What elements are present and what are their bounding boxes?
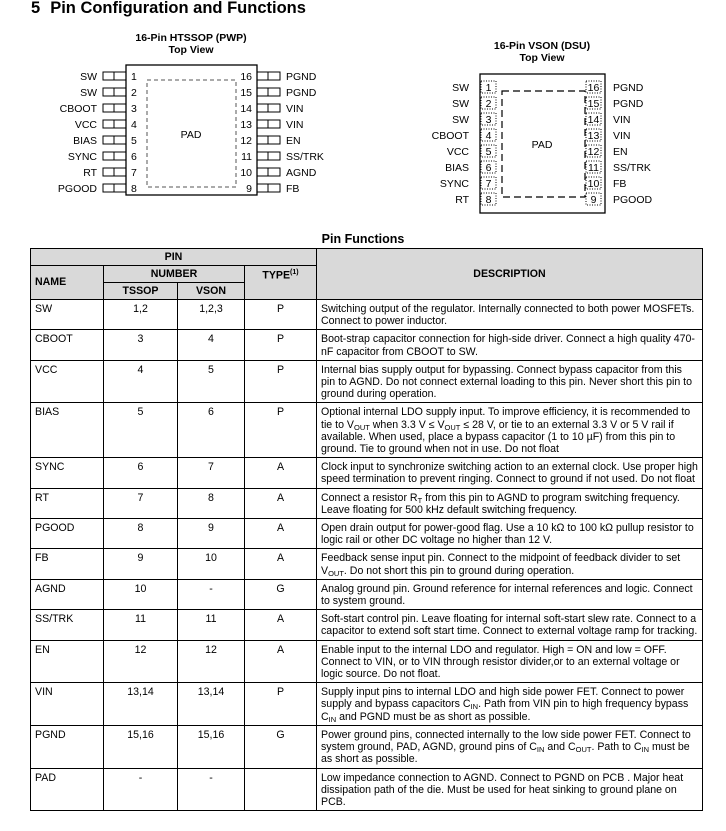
pin-number: 14 xyxy=(240,103,252,115)
type-footnote-ref[interactable]: (1) xyxy=(290,269,299,276)
cell-type: A xyxy=(245,640,317,683)
table-row xyxy=(31,403,703,458)
pin-number: 11 xyxy=(588,162,599,174)
vson-subtitle: Top View xyxy=(519,52,565,64)
description-text: Feedback sense input pin. Connect to the midpoint of feedback divider to set V xyxy=(321,552,681,577)
pin-name: PGND xyxy=(613,98,644,110)
cell-type: P xyxy=(245,683,317,726)
cell-name: AGND xyxy=(31,579,104,609)
cell-name: CBOOT xyxy=(31,330,104,360)
cell-description xyxy=(317,549,703,579)
cell-type: A xyxy=(245,488,317,518)
pin-number: 5 xyxy=(485,146,492,158)
cell-description xyxy=(317,330,703,360)
pin-number: 12 xyxy=(587,146,600,158)
description-text: . Path from VIN pin to high frequency bypass C xyxy=(321,698,689,723)
description-text: when 3.3 V ≤ V xyxy=(369,418,445,431)
cell-tssop: - xyxy=(104,768,178,811)
header-vson: VSON xyxy=(178,283,245,300)
subscript: OUT xyxy=(575,745,592,755)
pin-name: CBOOT xyxy=(59,103,97,115)
cell-name: RT xyxy=(31,488,104,518)
cell-vson: 8 xyxy=(178,488,245,518)
description-text: Connect a resistor R xyxy=(321,491,418,504)
pin-name: BIAS xyxy=(445,162,469,174)
pin-name: RT xyxy=(83,167,97,179)
pin-name: VIN xyxy=(613,114,631,126)
description-text: Supply input pins to internal LDO and high side power FET. Connect to power supply and bypass capacitors C xyxy=(321,686,685,711)
cell-description xyxy=(317,360,703,403)
pin-number: 12 xyxy=(240,135,252,147)
cell-tssop: 6 xyxy=(104,458,178,488)
cell-tssop: 1,2 xyxy=(104,300,178,330)
cell-name: SYNC xyxy=(31,458,104,488)
subscript: T xyxy=(417,495,423,505)
cell-vson: 11 xyxy=(178,610,245,640)
description-text: Power ground pins, connected internally to the low side power FET. Connect to system ground, PAD, AGND, ground pins of C xyxy=(321,728,691,754)
pin-number: 4 xyxy=(131,119,137,131)
table-row xyxy=(31,768,703,811)
table-row xyxy=(31,488,703,518)
description-text: Switching output of the regulator. Internally connected to both power MOSFETs. Connect to power inductor. xyxy=(321,303,695,328)
cell-description xyxy=(317,725,703,768)
table-row xyxy=(31,458,703,488)
pin-number: 10 xyxy=(587,178,600,190)
pin-number: 1 xyxy=(131,71,137,83)
cell-vson: 12 xyxy=(178,640,245,683)
htssop-pad-label: PAD xyxy=(180,129,202,141)
description-text: Enable input to the internal LDO and regulator. High = ON and low = OFF. Connect to VIN, or to VIN through resistor divider,or to an external voltage or logic source. Do not float. xyxy=(321,643,680,681)
pin-number: 3 xyxy=(131,103,137,115)
pin-number: 7 xyxy=(131,167,137,179)
vson-title: 16-Pin VSON (DSU) xyxy=(493,40,591,52)
pin-number: 6 xyxy=(485,162,492,174)
pin-name: PGND xyxy=(286,87,317,99)
pin-name: SYNC xyxy=(67,151,97,163)
cell-name: PGOOD xyxy=(31,519,104,549)
pin-name: BIAS xyxy=(73,135,97,147)
header-number: NUMBER xyxy=(104,266,245,283)
table-row xyxy=(31,549,703,579)
pin-name: SW xyxy=(452,114,469,126)
cell-vson: - xyxy=(178,768,245,811)
pin-name: PGOOD xyxy=(57,183,97,195)
pin-name: PGND xyxy=(613,82,644,94)
pin-number: 11 xyxy=(241,151,252,163)
cell-type: P xyxy=(245,403,317,458)
cell-name: SW xyxy=(31,300,104,330)
header-type xyxy=(245,266,317,300)
cell-tssop: 10 xyxy=(104,579,178,609)
vson-pad-label: PAD xyxy=(531,139,553,151)
description-text: Soft-start control pin. Leave floating for internal soft-start slew rate. Connect to a capacitor to extend soft start time. Connect to external voltage ramp for tracking. xyxy=(321,613,698,638)
section-title: Pin Configuration and Functions xyxy=(50,0,306,17)
pin-number: 4 xyxy=(485,130,492,142)
pin-number: 10 xyxy=(240,167,252,179)
subscript: OUT xyxy=(353,422,370,432)
description-text: Open drain output for power-good flag. Use a 10 kΩ to 100 kΩ pullup resistor to logic rail or other DC voltage no higher than 12 V. xyxy=(321,522,694,547)
cell-tssop: 5 xyxy=(104,403,178,458)
cell-description xyxy=(317,519,703,549)
table-row xyxy=(31,300,703,330)
pin-number: 13 xyxy=(240,119,252,131)
htssop-subtitle: Top View xyxy=(168,44,214,56)
description-text: from this pin to AGND to program switching frequency. Leave floating for 500 kHz default switching frequency. xyxy=(321,491,680,516)
pin-name: SS/TRK xyxy=(613,162,651,174)
pin-functions-title: Pin Functions xyxy=(321,232,405,246)
cell-type: A xyxy=(245,458,317,488)
description-text: and PGND must be as short as possible. xyxy=(336,710,531,723)
pin-functions-table xyxy=(30,248,703,811)
table-row xyxy=(31,610,703,640)
cell-vson: - xyxy=(178,579,245,609)
header-description: DESCRIPTION xyxy=(317,249,703,300)
header-tssop: TSSOP xyxy=(104,283,178,300)
pin-name: SYNC xyxy=(439,178,469,190)
header-pin: PIN xyxy=(31,249,317,266)
cell-name: PGND xyxy=(31,725,104,768)
cell-description xyxy=(317,300,703,330)
cell-description xyxy=(317,488,703,518)
pin-name: SW xyxy=(80,87,97,99)
description-text: Optional internal LDO supply input. To improve efficiency, it is recommended to tie to V xyxy=(321,406,691,431)
pin-number: 13 xyxy=(587,130,600,142)
description-text: Analog ground pin. Ground reference for internal references and logic. Connect to system ground. xyxy=(321,582,693,608)
htssop-title: 16-Pin HTSSOP (PWP) xyxy=(135,32,247,44)
subscript: IN xyxy=(470,702,479,712)
cell-vson: 15,16 xyxy=(178,725,245,768)
cell-tssop: 9 xyxy=(104,549,178,579)
cell-vson: 5 xyxy=(178,360,245,403)
cell-type: A xyxy=(245,549,317,579)
pin-name: RT xyxy=(455,194,469,206)
table-row xyxy=(31,519,703,549)
cell-description xyxy=(317,683,703,726)
cell-type: G xyxy=(245,579,317,609)
description-text: . Path to C xyxy=(591,741,642,754)
description-text: Boot-strap capacitor connection for high-side driver. Connect a high quality 470-nF capacitor from CBOOT to SW. xyxy=(321,333,695,358)
cell-tssop: 11 xyxy=(104,610,178,640)
pin-name: SW xyxy=(80,71,97,83)
cell-name: VCC xyxy=(31,360,104,403)
pin-name: SW xyxy=(452,82,469,94)
subscript: IN xyxy=(641,745,650,755)
vson-diagram xyxy=(432,40,653,213)
cell-vson: 6 xyxy=(178,403,245,458)
header-name: NAME xyxy=(31,266,104,300)
description-text: Internal bias supply output for bypassing. Connect bypass capacitor from this pin to AGND. Do not connect external loading to this pin. Never short this pin to ground during operation. xyxy=(321,363,692,401)
pin-name: AGND xyxy=(286,167,317,179)
description-text: Clock input to synchronize switching action to an external clock. Use proper high speed termination to prevent ringing. Connect to ground if not used. Do not float xyxy=(321,461,698,486)
pin-name: EN xyxy=(613,146,628,158)
cell-type: P xyxy=(245,330,317,360)
pin-name: VCC xyxy=(446,146,469,158)
cell-tssop: 7 xyxy=(104,488,178,518)
pin-number: 1 xyxy=(485,82,492,94)
cell-tssop: 13,14 xyxy=(104,683,178,726)
cell-name: SS/TRK xyxy=(31,610,104,640)
pin-number: 3 xyxy=(485,114,492,126)
cell-tssop: 4 xyxy=(104,360,178,403)
cell-tssop: 3 xyxy=(104,330,178,360)
cell-name: BIAS xyxy=(31,403,104,458)
subscript: OUT xyxy=(444,422,461,432)
table-row xyxy=(31,579,703,609)
cell-description xyxy=(317,610,703,640)
cell-type: P xyxy=(245,300,317,330)
cell-vson: 1,2,3 xyxy=(178,300,245,330)
pin-number: 16 xyxy=(240,71,252,83)
subscript: IN xyxy=(328,714,337,724)
description-text: . Do not short this pin to ground during operation. xyxy=(343,564,575,577)
cell-type: A xyxy=(245,519,317,549)
cell-vson: 9 xyxy=(178,519,245,549)
pin-number: 8 xyxy=(485,194,492,206)
pin-number: 5 xyxy=(131,135,137,147)
cell-vson: 10 xyxy=(178,549,245,579)
pin-number: 2 xyxy=(131,87,137,99)
pin-number: 9 xyxy=(590,194,597,206)
description-text: and C xyxy=(544,741,576,754)
cell-name: VIN xyxy=(31,683,104,726)
cell-type: P xyxy=(245,360,317,403)
cell-description xyxy=(317,768,703,811)
pin-number: 15 xyxy=(240,87,252,99)
description-text: must be as short as possible. xyxy=(321,741,690,766)
cell-vson: 7 xyxy=(178,458,245,488)
cell-description xyxy=(317,403,703,458)
pin-number: 16 xyxy=(587,82,600,94)
pin-number: 9 xyxy=(246,183,252,195)
cell-name: FB xyxy=(31,549,104,579)
cell-name: EN xyxy=(31,640,104,683)
pin-name: VIN xyxy=(286,103,304,115)
pin-name: VIN xyxy=(286,119,304,131)
table-row xyxy=(31,725,703,768)
cell-description xyxy=(317,579,703,609)
cell-description xyxy=(317,640,703,683)
cell-tssop: 8 xyxy=(104,519,178,549)
cell-type: A xyxy=(245,610,317,640)
pin-name: VCC xyxy=(74,119,97,131)
cell-description xyxy=(317,458,703,488)
pin-name: FB xyxy=(286,183,300,195)
description-text: ≤ 28 V, or tie to an external 3.3 V or 5 V rail if available. When used, place a bypass capacitor (1 to 10 µF) from this pin to ground. Tie to ground when not in use. Do not float xyxy=(321,418,676,456)
table-row xyxy=(31,640,703,683)
pin-number: 6 xyxy=(131,151,137,163)
cell-vson: 13,14 xyxy=(178,683,245,726)
cell-name: PAD xyxy=(31,768,104,811)
pin-number: 7 xyxy=(485,178,492,190)
pin-name: SW xyxy=(452,98,469,110)
pin-number: 2 xyxy=(485,98,492,110)
section-number: 5 xyxy=(31,0,41,17)
pin-number: 8 xyxy=(131,183,137,195)
pin-number: 14 xyxy=(587,114,600,126)
cell-type xyxy=(245,768,317,811)
subscript: IN xyxy=(536,745,545,755)
pin-name: CBOOT xyxy=(431,130,469,142)
pin-name: PGOOD xyxy=(613,194,653,206)
htssop-diagram xyxy=(58,32,324,195)
cell-tssop: 12 xyxy=(104,640,178,683)
subscript: OUT xyxy=(328,568,344,578)
pin-name: PGND xyxy=(286,71,317,83)
pin-name: EN xyxy=(286,135,301,147)
cell-vson: 4 xyxy=(178,330,245,360)
table-row xyxy=(31,683,703,726)
pin-name: VIN xyxy=(613,130,631,142)
header-type-label: TYPE xyxy=(262,269,291,282)
table-row xyxy=(31,330,703,360)
description-text: Low impedance connection to AGND. Connect to PGND on PCB . Major heat dissipation path of the die. Must be used for heat sinking to ground plane on PCB. xyxy=(321,771,684,808)
cell-tssop: 15,16 xyxy=(104,725,178,768)
cell-type: G xyxy=(245,725,317,768)
pin-name: FB xyxy=(613,178,627,190)
pin-diagrams xyxy=(0,0,726,230)
table-row xyxy=(31,360,703,403)
pin-number: 15 xyxy=(587,98,600,110)
pin-name: SS/TRK xyxy=(286,151,324,163)
